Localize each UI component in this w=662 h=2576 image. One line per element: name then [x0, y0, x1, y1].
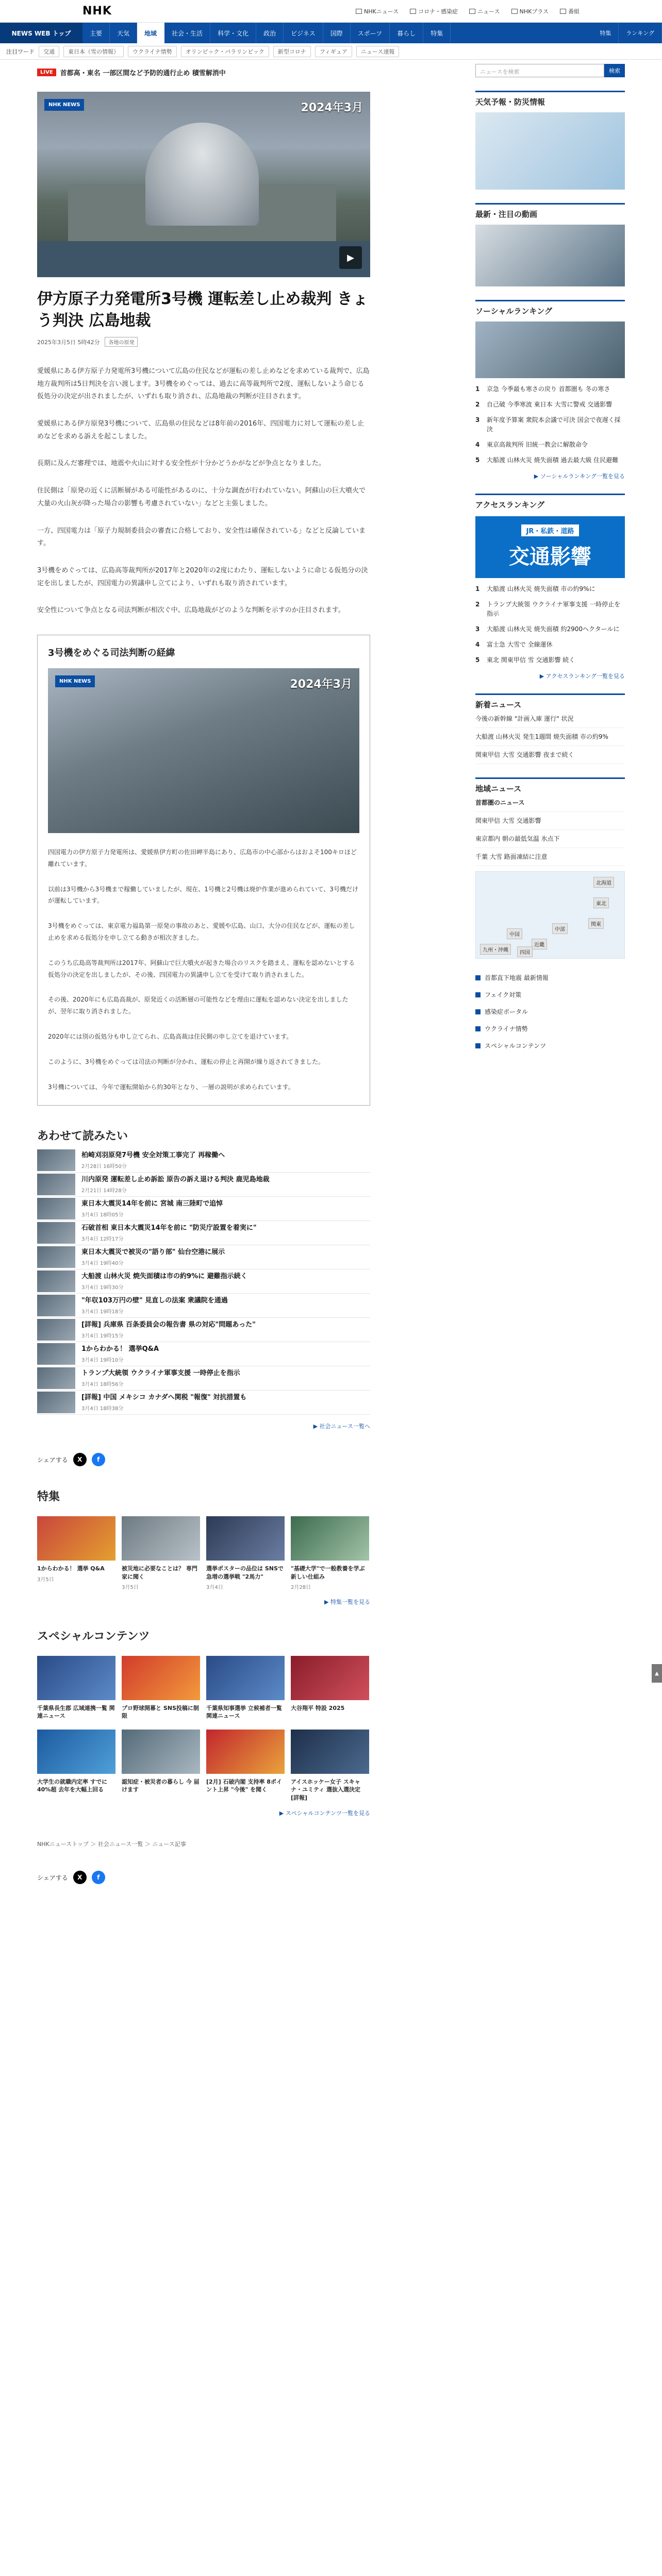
share-label: シェアする: [37, 1456, 68, 1464]
special-image: [206, 1730, 285, 1774]
nav-item-sports[interactable]: スポーツ: [351, 23, 390, 43]
trending-tag[interactable]: 交通: [39, 46, 59, 57]
search-button[interactable]: 検索: [604, 64, 625, 77]
top-link-program[interactable]: 番組: [560, 7, 580, 15]
special-card[interactable]: 大学生の就職内定率 すでに40%超 去年を大幅上回る: [37, 1730, 115, 1802]
related-thumbnail: [37, 1246, 75, 1268]
article-tag[interactable]: 各地の原発: [105, 337, 138, 347]
special-image: [122, 1656, 200, 1700]
weather-heading[interactable]: 天気予報・防災情報: [475, 91, 625, 107]
access-item[interactable]: 5 東北 関東甲信 雪 交通影響 続く: [475, 656, 575, 664]
article-paragraph: 一方、四国電力は「原子力規制委員会の審査に合格しており、安全性は確保されている」などと反論しています。: [37, 527, 366, 548]
special-image: [37, 1656, 115, 1700]
region-button[interactable]: 関東: [588, 918, 604, 929]
regional-item[interactable]: 関東甲信 大雪 交通影響: [475, 812, 625, 830]
top-link-plus[interactable]: NHKプラス: [511, 7, 549, 15]
history-box-title: 3号機をめぐる司法判断の経緯: [48, 647, 175, 658]
region-button[interactable]: 東北: [593, 897, 609, 908]
related-thumbnail: [37, 1174, 75, 1195]
region-button[interactable]: 北海道: [593, 877, 614, 888]
special-image: [291, 1730, 369, 1774]
ranking-item[interactable]: 5 大船渡 山林火災 焼失面積 過去最大級 住民避難: [475, 456, 619, 464]
latest-item[interactable]: 関東甲信 大雪 交通影響 夜まで続く: [475, 746, 625, 764]
nav-item-life[interactable]: 暮らし: [390, 23, 423, 43]
nav-right-ranking[interactable]: ランキング: [619, 23, 662, 43]
history-box-image: [48, 668, 359, 833]
special-card[interactable]: [2月] 石破内閣 支持率 8ポイント上昇 "今後" を聞く: [206, 1730, 285, 1802]
sidebar-link[interactable]: 感染症ポータル: [475, 1003, 625, 1020]
related-item[interactable]: 東日本大震災14年を前に 宮城 南三陸町で追悼 3月4日 18時05分: [37, 1197, 370, 1221]
nhk-logo[interactable]: NHK: [82, 5, 112, 18]
special-grid: [37, 1656, 370, 1802]
access-item[interactable]: 3 大船渡 山林火災 焼失面積 約2900ヘクタールに: [475, 625, 620, 633]
special-image: [206, 1656, 285, 1700]
access-item[interactable]: 4 富士急 大雪で 全線運休: [475, 641, 553, 648]
sidebar-link[interactable]: スペシャルコンテンツ: [475, 1037, 625, 1054]
box-paragraph: 四国電力の伊方原子力発電所は、愛媛県伊方町の佐田岬半島にあり、広島市の中心部からはおよそ100キロほど離れています。: [48, 848, 357, 868]
social-ranking-heading: ソーシャルランキング: [475, 300, 625, 316]
sidebar-link[interactable]: フェイク対策: [475, 986, 625, 1003]
weather-map[interactable]: [475, 112, 625, 190]
special-card[interactable]: 認知症・被災者の暮らし 今 届けます: [122, 1730, 200, 1802]
related-item[interactable]: [詳報] 中国 メキシコ カナダへ関税 "報復" 対抗措置も 3月4日 18時38分: [37, 1391, 370, 1415]
related-more-link[interactable]: ▶ 社会ニュース一覧へ: [313, 1423, 370, 1430]
related-thumbnail: [37, 1270, 75, 1292]
main-nav: [0, 23, 662, 43]
related-item[interactable]: トランプ大統領 ウクライナ軍事支援 一時停止を指示 3月4日 18時56分: [37, 1366, 370, 1391]
traffic-banner-title: 交通影響: [509, 545, 591, 569]
article-meta: [37, 337, 370, 347]
feature-card[interactable]: 被災地に必要なことは？ 専門家に聞く 3月5日: [122, 1516, 200, 1590]
special-card[interactable]: プロ野球開幕と SNS投稿に制限: [122, 1656, 200, 1720]
access-item[interactable]: 1 大船渡 山林火災 焼失面積 市の約9%に: [475, 585, 595, 592]
top-link-news[interactable]: ニュース: [469, 7, 500, 15]
region-button[interactable]: 中部: [552, 923, 568, 934]
hero-video[interactable]: [37, 92, 370, 277]
trending-tag[interactable]: 東日本（雪の情報）: [63, 46, 124, 57]
hero-date-stamp: 2024年3月: [301, 101, 363, 114]
ranking-item[interactable]: 4 東京高裁判所 旧統一教会に解散命令: [475, 441, 588, 448]
video-thumbnail[interactable]: [475, 225, 625, 286]
main-column: [37, 60, 370, 1884]
feature-card[interactable]: 選挙ポスターの品位は SNSで急増の選挙戦 "2馬力" 3月4日: [206, 1516, 285, 1590]
related-thumbnail: [37, 1149, 75, 1171]
article-paragraph: 3号機をめぐっては、広島高等裁判所が2017年と2020年の2度にわたり、運転しないように命じる仮処分の決定を出しましたが、四国電力の異議申し立てにより、いずれも取り消されています。: [37, 566, 368, 587]
access-item[interactable]: 2 トランプ大統領 ウクライナ軍事支援 一時停止を指示: [475, 601, 621, 617]
region-button[interactable]: 中国: [507, 928, 522, 939]
square-icon: [475, 1009, 481, 1014]
sea: [37, 241, 370, 277]
square-icon: [475, 1026, 481, 1031]
nhk-news-badge: NHK NEWS: [44, 99, 84, 111]
feature-grid: [37, 1516, 370, 1590]
special-card[interactable]: アイスホッケー女子 スキャナ・ユミティ 選抜入選決定 [詳報]: [291, 1730, 369, 1802]
region-button[interactable]: 九州・沖縄: [480, 944, 511, 955]
nav-brand[interactable]: NEWS WEB トップ: [0, 23, 82, 43]
related-heading: あわせて読みたい: [37, 1130, 128, 1143]
news-icon: [356, 9, 362, 14]
trending-tag[interactable]: ニュース速報: [356, 46, 399, 57]
video-heading[interactable]: 最新・注目の動画: [475, 203, 625, 219]
special-image: [291, 1656, 369, 1700]
nav-item-main[interactable]: 主要: [82, 23, 110, 43]
region-button[interactable]: 四国: [517, 946, 533, 957]
feature-heading: 特集: [37, 1490, 60, 1504]
related-thumbnail: [37, 1222, 75, 1244]
ranking-more-link[interactable]: ▶ ソーシャルランキング一覧を見る: [534, 473, 625, 480]
article-paragraph: 住民側は「原発の近くに活断層がある可能性があるのに、十分な調査が行われていない。阿蘇山の巨大噴火で大量の火山灰が降った場合の影響も考慮されていない」などと主張しました。: [37, 487, 366, 507]
related-item[interactable]: "年収103万円の壁" 見直しの法案 衆議院を通過 3月4日 19時18分: [37, 1294, 370, 1318]
latest-heading: 新着ニュース: [475, 693, 625, 710]
related-item[interactable]: 石破首相 東日本大震災14年を前に "防災庁設置を着実に" 3月4日 12時17分: [37, 1221, 370, 1245]
related-list: [37, 1148, 370, 1415]
trending-words: [0, 43, 662, 60]
special-card[interactable]: 千葉県知事選挙 立候補者一覧 関連ニュース: [206, 1656, 285, 1720]
trending-tag[interactable]: フィギュア: [315, 46, 352, 57]
nav-item-science[interactable]: 科学・文化: [210, 23, 256, 43]
nav-item-region[interactable]: 地域: [137, 23, 164, 43]
list-icon: [469, 9, 475, 14]
history-box: [37, 635, 370, 1106]
nav-right-feature[interactable]: 特集: [592, 23, 619, 43]
ranking-item[interactable]: 2 自己破 今季寒波 東日本 大雪に警戒 交通影響: [475, 401, 613, 408]
article-paragraph: 愛媛県にある伊方原発3号機について、広島県の住民などは8年前の2016年、四国電力に対して運転の差し止めなどを求める訴えを起こしました。: [37, 420, 365, 440]
top-links: [356, 7, 580, 15]
trending-label: 注目ワード: [6, 48, 35, 55]
box-paragraph: その後、2020年にも広島高裁が、原発近くの活断層の可能性などを理由に運転を認めない決定を出しましたが、翌年に取り消されました。: [48, 996, 349, 1015]
related-thumbnail: [37, 1319, 75, 1341]
related-thumbnail: [37, 1343, 75, 1365]
article-paragraph: 安全性について争点となる司法判断が相次ぐ中、広島地裁がどのような判断を示すのか注目されます。: [37, 606, 345, 615]
top-bar: [0, 0, 662, 23]
regional-item[interactable]: 東京都内 朝の最低気温 氷点下: [475, 830, 625, 848]
related-item[interactable]: [詳報] 兵庫県 百条委員会の報告書 県の対応"問題あった" 3月4日 19時15分: [37, 1318, 370, 1342]
related-item[interactable]: 東日本大震災で被災の"語り部" 仙台空港に展示 3月4日 19時40分: [37, 1245, 370, 1269]
regional-select[interactable]: 首都圏のニュース: [475, 794, 625, 812]
square-icon: [475, 975, 481, 980]
nav-item-feature[interactable]: 特集: [423, 23, 451, 43]
article-paragraph: 愛媛県にある伊方原子力発電所3号機について広島の住民などが運転の差し止めなどを求めている裁判で、広島地方裁判所は5日判決を言い渡します。3号機をめぐっては、過去に高等裁判所で2度、運転しないよう命じる仮処分の決定が出されましたが、いずれも取り消され、広島地裁の判断が注目されます。: [37, 367, 370, 401]
ranking-item[interactable]: 3 新年度予算案 衆院本会議で可決 国会で夜遅く採決: [475, 416, 621, 433]
related-thumbnail: [37, 1198, 75, 1219]
article-paragraph: 長期に及んだ審理では、地震や火山に対する安全性が十分かどうかがなどが争点となりました。: [37, 460, 326, 468]
trending-tag[interactable]: ウクライナ情勢: [128, 46, 177, 57]
box-paragraph: 以前は3号機から3号機まで稼働していましたが、現在、1号機と2号機は廃炉作業が進められていて、3号機だけが運転しています。: [48, 885, 358, 905]
share-label: シェアする: [37, 1874, 68, 1882]
special-card[interactable]: 千葉県長生郡 広域連携一覧 関連ニュース: [37, 1656, 115, 1720]
top-link-corona[interactable]: コロナ・感染症: [410, 7, 458, 15]
square-icon: [475, 1043, 481, 1048]
live-badge: LIVE: [37, 69, 56, 76]
trending-tag[interactable]: オリンピック・パラリンピック: [181, 46, 269, 57]
feature-card[interactable]: 1からわかる！ 選挙 Q&A 3月5日: [37, 1516, 115, 1590]
facebook-share-icon[interactable]: f: [92, 1453, 105, 1466]
live-banner[interactable]: [37, 67, 370, 77]
region-button[interactable]: 近畿: [532, 939, 547, 950]
special-image: [37, 1730, 115, 1774]
feature-image: [206, 1516, 285, 1561]
search-box: [475, 64, 625, 77]
feature-more-link[interactable]: ▶ 特集一覧を見る: [324, 1599, 370, 1606]
trending-tag[interactable]: 新型コロナ: [273, 46, 311, 57]
latest-item[interactable]: 大船渡 山林火災 発生1週間 焼失面積 市の約9%: [475, 728, 625, 746]
live-text[interactable]: 首都高・東名 一部区間など予防的通行止め 積雪解消中: [60, 69, 226, 77]
access-ranking-heading: アクセスランキング: [475, 494, 625, 510]
tv-icon: [560, 9, 566, 14]
box-paragraph: このように、3号機をめぐっては司法の判断が分かれ、運転の停止と再開が繰り返されてきました。: [48, 1058, 325, 1065]
breadcrumb[interactable]: NHKニューストップ ＞ 社会ニュース一覧 ＞ ニュース記事: [37, 1841, 186, 1848]
related-item[interactable]: 柏崎刈羽原発7号機 安全対策工事完了 再稼働へ 2月28日 16時50分: [37, 1148, 370, 1173]
share-bar: [37, 1453, 370, 1466]
sidebar: [475, 60, 625, 1884]
related-thumbnail: [37, 1295, 75, 1316]
latest-item[interactable]: 今後の新幹線 "計画入庫 運行" 状況: [475, 710, 625, 728]
box-paragraph: 3号機をめぐっては、東京電力福島第一原発の事故のあと、愛媛や広島、山口、大分の住民などが、運転の差し止めを求める仮処分を申し立てる動きが相次ぎました。: [48, 922, 355, 941]
traffic-banner-sub: JR・私鉄・道路: [521, 524, 580, 536]
nav-item-international[interactable]: 国際: [323, 23, 351, 43]
special-more-link[interactable]: ▶ スペシャルコンテンツ一覧を見る: [279, 1810, 370, 1817]
nav-item-weather[interactable]: 天気: [110, 23, 137, 43]
related-thumbnail: [37, 1392, 75, 1413]
feature-image: [37, 1516, 115, 1561]
nhk-news-badge: NHK NEWS: [55, 675, 95, 687]
facebook-share-icon[interactable]: f: [92, 1871, 105, 1884]
sidebar-link[interactable]: 首都直下地震 最新情報: [475, 969, 625, 986]
reactor-dome: [145, 123, 259, 226]
related-item[interactable]: 1からわかる！ 選挙Q&A 3月4日 19時10分: [37, 1342, 370, 1366]
related-thumbnail: [37, 1367, 75, 1389]
feature-image: [122, 1516, 200, 1561]
article-body: [37, 365, 370, 617]
box-paragraph: 3号機については、今年で運転開始から約30年となり、一層の説明が求められています。: [48, 1083, 294, 1091]
regional-heading: 地域ニュース: [475, 777, 625, 794]
play-icon[interactable]: ▶: [339, 246, 362, 269]
x-share-icon[interactable]: X: [73, 1453, 87, 1466]
nav-item-society[interactable]: 社会・生活: [164, 23, 210, 43]
box-paragraph: このうち広島高等裁判所は2017年、阿蘇山で巨大噴火が起きた場合のリスクを踏まえ、運転を認めないとする仮処分の決定を出しましたが、その後、四国電力の異議申し立てを受けて取り消されました。: [48, 959, 355, 978]
special-image: [122, 1730, 200, 1774]
region-map: [475, 871, 625, 959]
article-date: 2025年3月5日 5時42分: [37, 338, 100, 346]
ranking-image[interactable]: [475, 321, 625, 378]
box-date-stamp: 2024年3月: [290, 677, 352, 691]
sidebar-links: [475, 969, 625, 1054]
play-icon: [511, 9, 518, 14]
nav-item-politics[interactable]: 政治: [256, 23, 284, 43]
nav-item-business[interactable]: ビジネス: [284, 23, 323, 43]
traffic-banner[interactable]: [475, 516, 625, 578]
top-link-nhk-news[interactable]: NHKニュース: [356, 7, 399, 15]
related-item[interactable]: 大船渡 山林火災 焼失面積は市の約9%に 避難指示続く 3月4日 19時30分: [37, 1269, 370, 1294]
related-item[interactable]: 川内原発 運転差し止め訴訟 原告の訴え退ける判決 鹿児島地裁 2月21日 14時28分: [37, 1173, 370, 1197]
share-bar-bottom: [37, 1871, 370, 1884]
access-more-link[interactable]: ▶ アクセスランキング一覧を見る: [539, 673, 625, 680]
article-title: 伊方原子力発電所3号機 運転差し止め裁判 きょう判決 広島地裁: [37, 290, 368, 330]
ranking-item[interactable]: 1 京急 今季最も寒さの戻り 首都圏も 冬の寒さ: [475, 385, 610, 393]
search-input[interactable]: ニュースを検索: [475, 64, 604, 77]
scroll-top-button[interactable]: ▲: [652, 1664, 662, 1683]
regional-item[interactable]: 千葉 大雪 路面凍結に注意: [475, 848, 625, 866]
special-heading: スペシャルコンテンツ: [37, 1630, 150, 1643]
square-icon: [475, 992, 481, 997]
feature-card[interactable]: "基礎大学"で一般教養を学ぶ 新しい仕組み 2月28日: [291, 1516, 369, 1590]
nav-right: [592, 23, 662, 43]
special-card[interactable]: 大谷翔平 特設 2025: [291, 1656, 369, 1720]
sidebar-link[interactable]: ウクライナ情勢: [475, 1020, 625, 1037]
box-paragraph: 2020年には別の仮処分も申し立てられ、広島高裁は住民側の申し立てを退けています。: [48, 1032, 293, 1040]
feature-image: [291, 1516, 369, 1561]
info-icon: [410, 9, 416, 14]
x-share-icon[interactable]: X: [73, 1871, 87, 1884]
